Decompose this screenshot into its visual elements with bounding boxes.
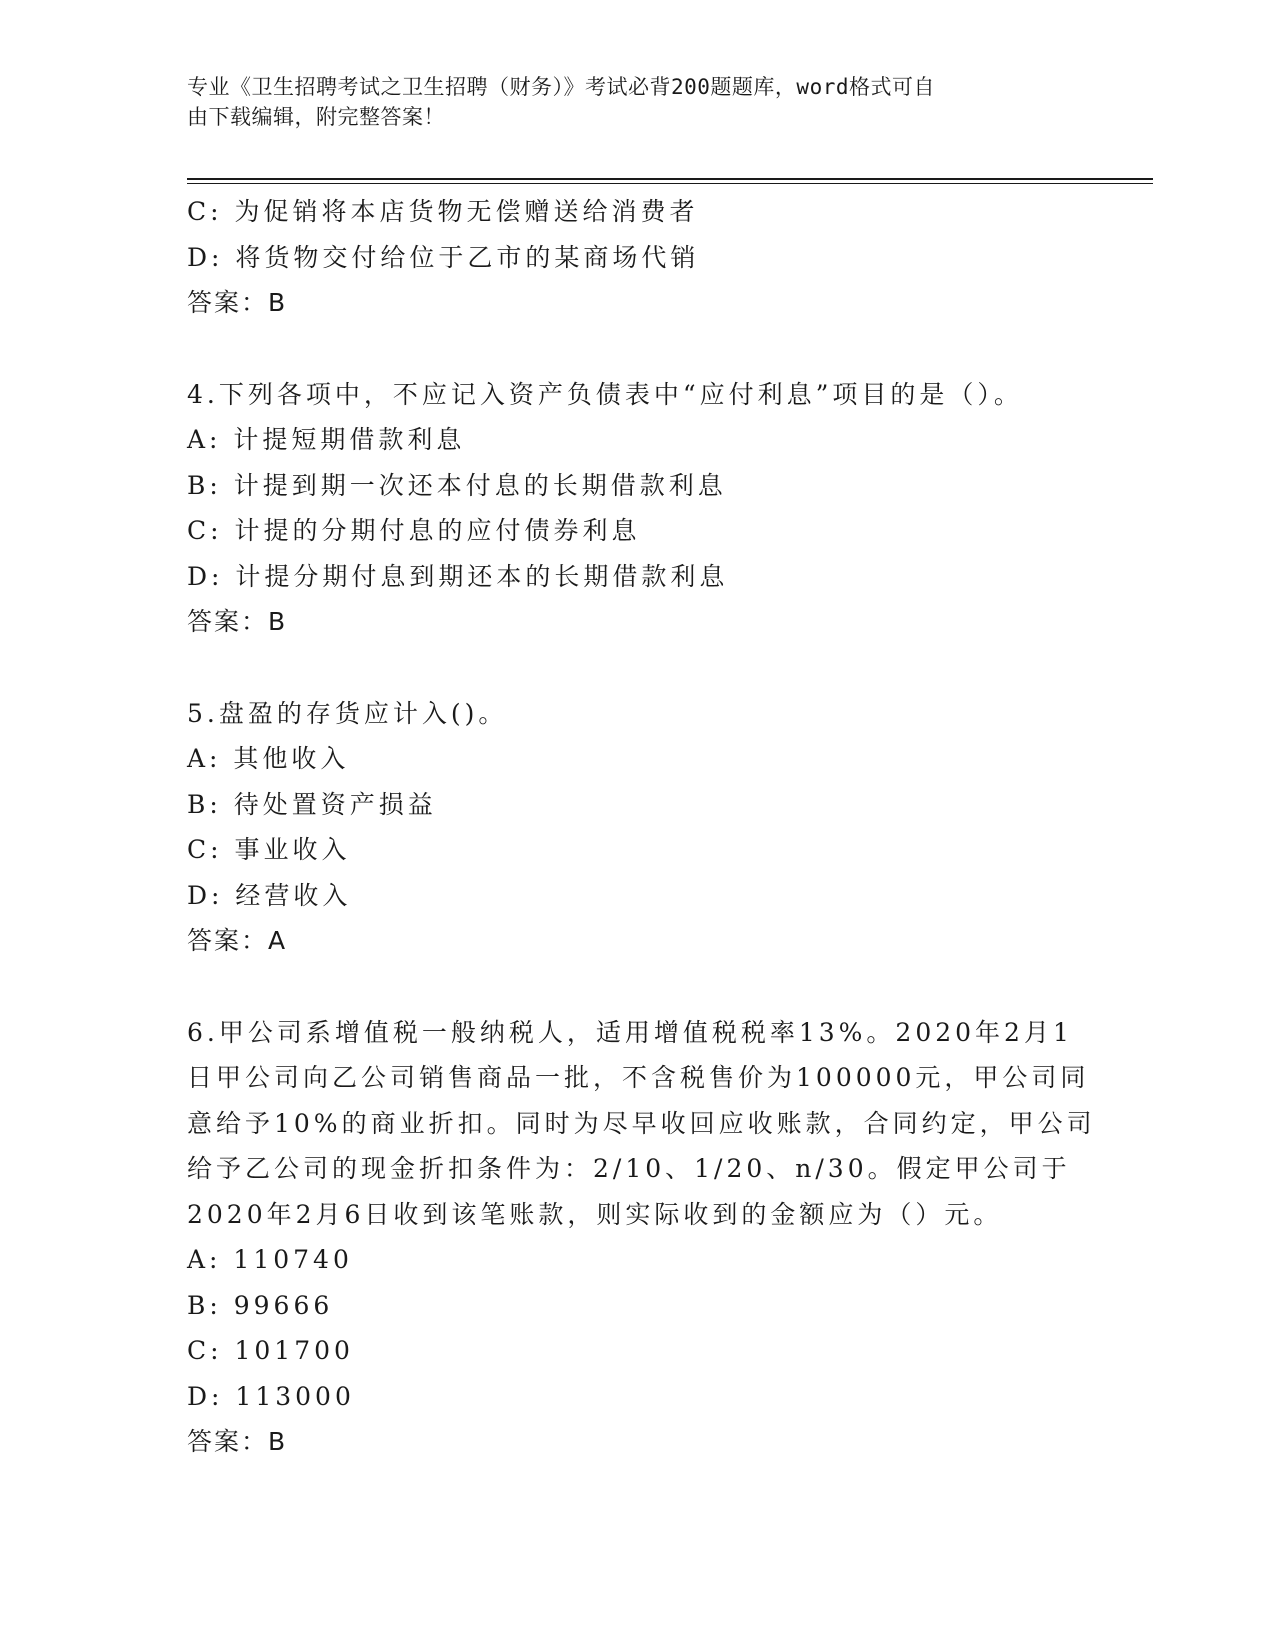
question-block-3-tail (187, 189, 1087, 326)
question-text-line: 意给予10%的商业折扣。同时为尽早收回应收账款，合同约定，甲公司 (187, 1108, 1096, 1138)
answer-line: 答案：A (187, 926, 288, 955)
option-a: A: 计提短期借款利息 (187, 425, 466, 454)
option-c: C: 101700 (187, 1336, 354, 1365)
option-c: C: 计提的分期付息的应付债券利息 (187, 516, 641, 545)
question-text-line: 6.甲公司系增值税一般纳税人，适用增值税税率13%。2020年2月1 (187, 1017, 1073, 1047)
option-d: D: 113000 (187, 1381, 355, 1411)
question-block-4 (187, 372, 1087, 645)
option-b: B: 待处置资产损益 (187, 789, 437, 819)
spacer (187, 645, 1087, 691)
header-line-1: 专业《卫生招聘考试之卫生招聘（财务）》考试必背200题题库，word格式可自 (187, 75, 935, 99)
option-a: A: 其他收入 (187, 744, 350, 773)
option-d: D: 计提分期付息到期还本的长期借款利息 (187, 561, 729, 591)
spacer (187, 326, 1087, 372)
question-text (187, 1010, 1096, 1238)
question-block-6 (187, 1010, 1096, 1465)
question-text-line: 日甲公司向乙公司销售商品一批，不含税售价为100000元，甲公司同 (187, 1063, 1090, 1092)
option-c: C: 事业收入 (187, 835, 351, 864)
question-text: 4.下列各项中，不应记入资产负债表中“应付利息”项目的是（）。 (187, 379, 1023, 409)
option-d: D: 将货物交付给位于乙市的某商场代销 (187, 242, 700, 272)
answer-line: 答案：B (187, 1427, 288, 1456)
question-block-5 (187, 691, 1087, 964)
option-b: B: 计提到期一次还本付息的长期借款利息 (187, 470, 727, 500)
document-header (187, 72, 1067, 132)
spacer (187, 964, 1087, 1010)
option-a: A: 110740 (187, 1245, 353, 1274)
question-text-line: 给予乙公司的现金折扣条件为：2/10、1/20、n/30。假定甲公司于 (187, 1154, 1071, 1183)
answer-line: 答案：B (187, 288, 288, 317)
header-line-2: 由下载编辑，附完整答案！ (187, 105, 445, 129)
option-b: B: 99666 (187, 1290, 334, 1320)
option-c: C: 为促销将本店货物无偿赠送给消费者 (187, 197, 699, 226)
answer-line: 答案：B (187, 607, 288, 636)
question-text: 5.盘盈的存货应计入()。 (187, 698, 508, 728)
header-rule-thick (187, 178, 1153, 180)
document-body (187, 189, 1096, 1465)
question-text-line: 2020年2月6日收到该笔账款，则实际收到的金额应为（）元。 (187, 1199, 1003, 1229)
header-rule-thin (187, 183, 1153, 184)
option-d: D: 经营收入 (187, 880, 352, 910)
